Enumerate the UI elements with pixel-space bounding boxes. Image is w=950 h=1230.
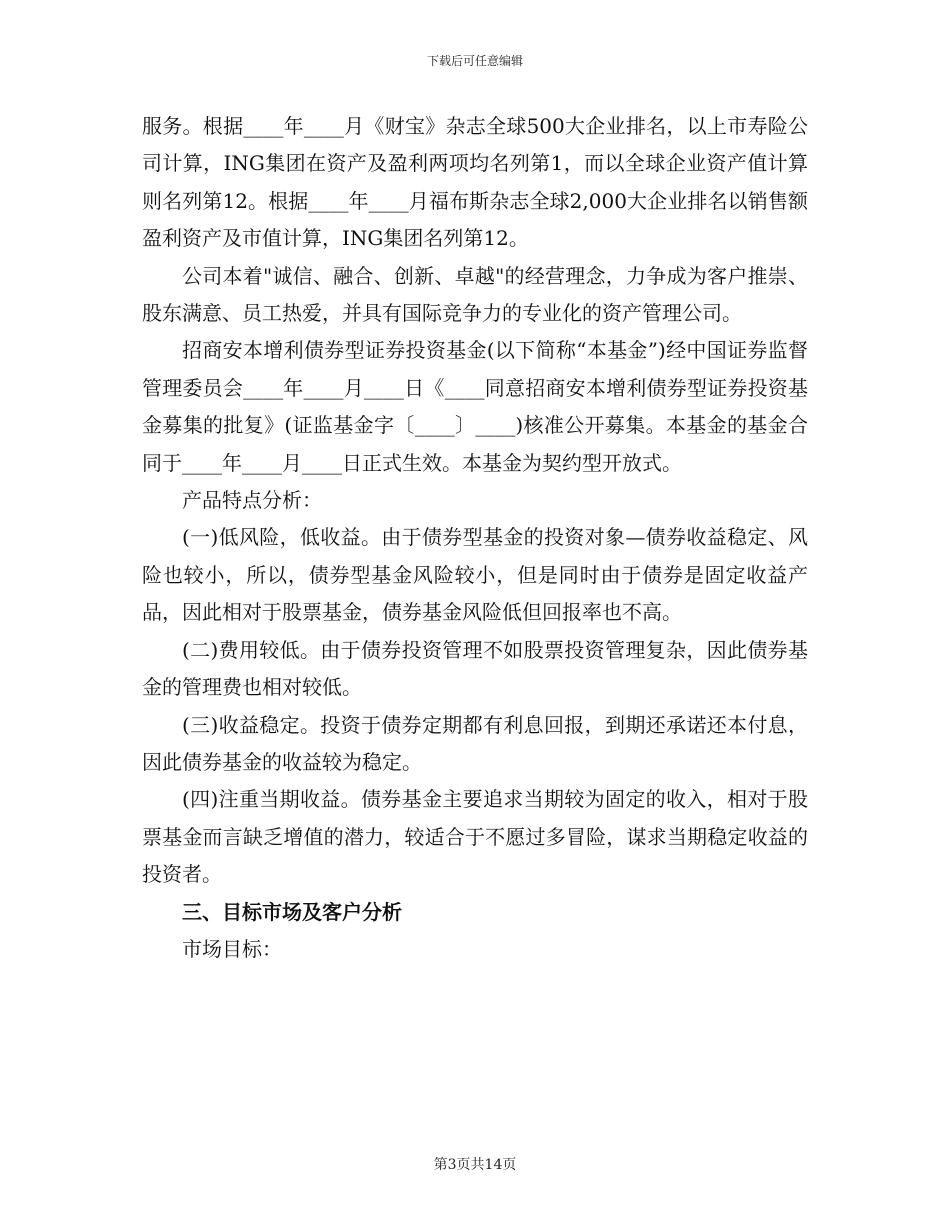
document-body bbox=[142, 108, 808, 968]
paragraph-fortune-ranking: 服务。根据____年____月《财宝》杂志全球500大企业排名，以上市寿险公司计算，ING集团在资产及盈利两项均名列第1，而以全球企业资产值计算则名列第12。根据____年____月福布斯杂志全球2,000大企业排名以销售额盈利资产及市值计算，ING集团名列第12。 bbox=[142, 114, 808, 251]
paragraph-feature-stable-return: (三)收益稳定。投资于债券定期都有利息回报，到期还承诺还本付息，因此债券基金的收益较为稳定。 bbox=[142, 712, 808, 774]
paragraph-feature-current-income: (四)注重当期收益。债券基金主要追求当期较为固定的收入，相对于股票基金而言缺乏增值的潜力，较适合于不愿过多冒险，谋求当期稳定收益的投资者。 bbox=[142, 787, 808, 887]
paragraph-fund-approval: 招商安本增利债券型证券投资基金(以下简称“本基金”)经中国证券监督管理委员会____年____月____日《____同意招商安本增利债券型证券投资基金募集的批复》(证监基金字〔____〕____)核准公开募集。本基金的基金合同于____年____月____日正式生效。本基金为契约型开放式。 bbox=[142, 338, 808, 475]
page-header: 下载后可任意编辑 bbox=[426, 54, 523, 68]
paragraph-product-analysis-label: 产品特点分析： bbox=[182, 488, 322, 513]
paragraph-feature-low-risk: (一)低风险，低收益。由于债券型基金的投资对象—债券收益稳定、风险也较小，所以，债券型基金风险较小，但是同时由于债券是固定收益产品，因此相对于股票基金，债券基金风险低但回报率也不高。 bbox=[142, 525, 808, 625]
paragraph-feature-low-cost: (二)费用较低。由于债券投资管理不如股票投资管理复杂，因此债券基金的管理费也相对较低。 bbox=[142, 637, 808, 700]
section-heading: 三、目标市场及客户分析 bbox=[182, 899, 402, 924]
page-footer: 第3页共14页 bbox=[433, 1157, 517, 1173]
paragraph-company-philosophy: 公司本着"诚信、融合、创新、卓越"的经营理念，力争成为客户推崇、股东满意、员工热爱，并具有国际竞争力的专业化的资产管理公司。 bbox=[142, 263, 808, 326]
paragraph-market-goal: 市场目标： bbox=[182, 936, 282, 961]
